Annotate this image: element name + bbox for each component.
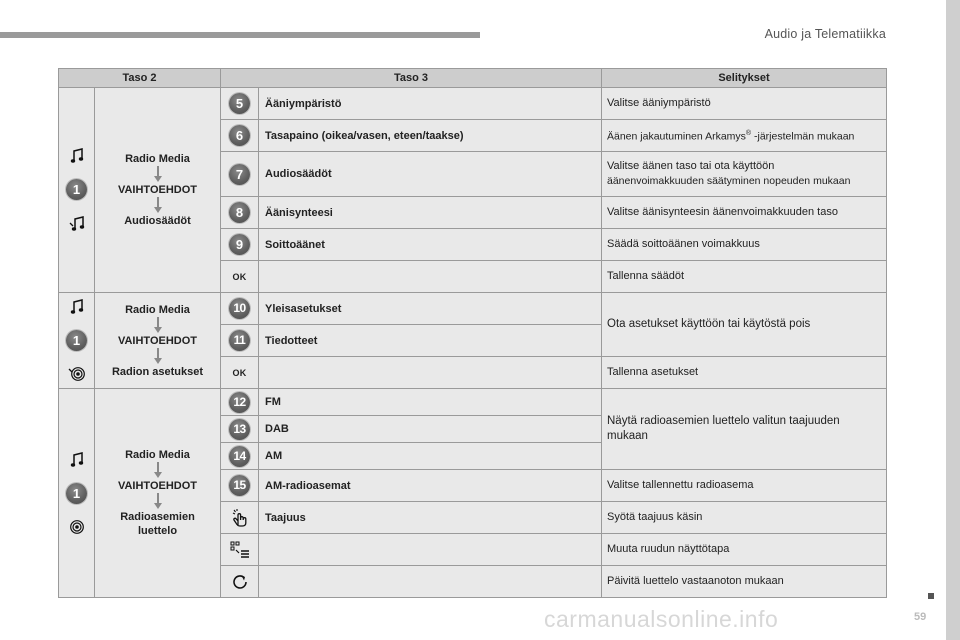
param-label <box>259 566 602 598</box>
description: Valitse tallennettu radioasema <box>602 470 887 502</box>
step-badge: 1 <box>66 483 87 504</box>
page-header-title: Audio ja Telematiikka <box>764 27 886 41</box>
description: Valitse äänen taso tai ota käyttöön äänenvoimakkuuden säätyminen nopeuden mukaan <box>602 152 887 197</box>
watermark: carmanualsonline.info <box>544 606 779 632</box>
page-number: 59 <box>914 611 927 623</box>
param-label: Audiosäädöt <box>259 152 602 197</box>
header-level-2: Taso 2 <box>59 69 221 88</box>
menu-item: luettelo <box>137 525 178 537</box>
step-badge: 8 <box>229 202 250 223</box>
menu-item: Radio Media <box>125 303 190 316</box>
table-row <box>59 293 887 325</box>
step-badge: 15 <box>229 475 250 496</box>
table-header-row <box>59 69 887 88</box>
ok-label: OK <box>232 367 247 378</box>
menu-item: VAIHTOEHDOT <box>117 334 198 347</box>
menu-item: Radio Media <box>125 449 190 461</box>
param-label: Tasapaino (oikea/vasen, eteen/taakse) <box>259 120 602 152</box>
step-badge: 5 <box>229 93 250 114</box>
menu-item: Audiosäädöt <box>124 215 191 227</box>
description: Päivitä luettelo vastaanoton mukaan <box>602 566 887 598</box>
radio-settings-icon <box>68 366 86 382</box>
param-label: DAB <box>259 416 602 443</box>
arrow-down-icon <box>153 348 163 365</box>
header-explanations: Selitykset <box>602 69 887 88</box>
step-badge: 11 <box>229 330 250 351</box>
param-label: AM <box>259 443 602 470</box>
menu-path-cell <box>95 389 221 598</box>
arrow-down-icon <box>153 462 163 479</box>
description: Muuta ruudun näyttötapa <box>602 534 887 566</box>
step-badge: 1 <box>66 330 87 351</box>
description: Tallenna säädöt <box>602 261 887 293</box>
param-label: FM <box>259 389 602 416</box>
menu-item: VAIHTOEHDOT <box>117 480 198 492</box>
refresh-icon <box>231 573 249 591</box>
header-level-3: Taso 3 <box>221 69 602 88</box>
param-label <box>259 534 602 566</box>
step-badge: 6 <box>229 125 250 146</box>
step-badge: 1 <box>66 179 87 200</box>
radio-icon <box>69 519 85 535</box>
touch-hand-icon <box>230 509 250 527</box>
table-row <box>59 389 887 416</box>
menu-path-cell <box>95 293 221 389</box>
description: Valitse äänisynteesin äänenvoimakkuuden taso <box>602 197 887 229</box>
arrow-down-icon <box>153 493 163 510</box>
description: Tallenna asetukset <box>602 357 887 389</box>
header-bar <box>0 32 480 38</box>
group-icon-cell <box>59 389 95 598</box>
group-icon-cell <box>59 293 95 389</box>
step-badge: 14 <box>229 446 250 467</box>
menu-path-cell <box>95 88 221 293</box>
step-badge: 12 <box>229 392 250 413</box>
description: Syötä taajuus käsin <box>602 502 887 534</box>
step-badge: 9 <box>229 234 250 255</box>
param-label: Tiedotteet <box>259 325 602 357</box>
step-badge: 10 <box>229 298 250 319</box>
music-note-icon <box>70 148 84 164</box>
music-note-icon <box>70 299 84 315</box>
menu-item: Radioasemien <box>120 511 195 523</box>
param-label: Taajuus <box>259 502 602 534</box>
arrow-down-icon <box>153 166 163 183</box>
settings-table <box>58 68 887 598</box>
param-label: AM-radioasemat <box>259 470 602 502</box>
menu-item: Radion asetukset <box>111 365 204 378</box>
description: Ota asetukset käyttöön tai käytöstä pois <box>602 293 887 357</box>
group-icon-cell <box>59 88 95 293</box>
description: Äänen jakautuminen Arkamys® -järjestelmän mukaan <box>602 120 887 152</box>
menu-item: VAIHTOEHDOT <box>117 184 198 196</box>
ok-label: OK <box>232 271 247 282</box>
arrow-down-icon <box>153 317 163 334</box>
description: Näytä radioasemien luettelo valitun taajuuden mukaan <box>602 389 887 470</box>
side-strip <box>946 0 960 640</box>
end-marker <box>928 593 934 599</box>
description: Säädä soittoäänen voimakkuus <box>602 229 887 261</box>
param-label <box>259 357 602 389</box>
description: Valitse ääniympäristö <box>602 88 887 120</box>
music-note-icon <box>70 452 84 468</box>
param-label: Soittoäänet <box>259 229 602 261</box>
arrow-down-icon <box>153 197 163 214</box>
param-label: Ääniympäristö <box>259 88 602 120</box>
param-label <box>259 261 602 293</box>
table-row <box>59 88 887 120</box>
step-badge: 7 <box>229 164 250 185</box>
param-label: Äänisynteesi <box>259 197 602 229</box>
music-settings-icon <box>69 215 85 233</box>
param-label: Yleisasetukset <box>259 293 602 325</box>
step-badge: 13 <box>229 419 250 440</box>
view-mode-icon <box>230 541 250 559</box>
menu-item: Radio Media <box>125 153 190 165</box>
